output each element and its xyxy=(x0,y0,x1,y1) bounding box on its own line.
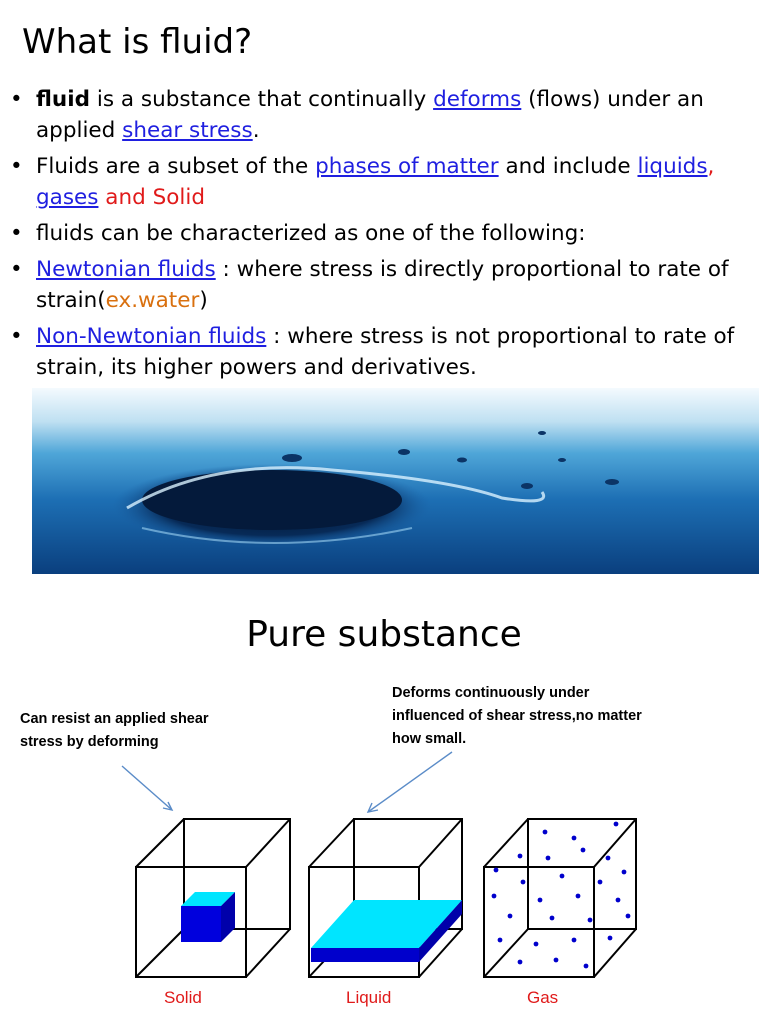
text-span: , xyxy=(707,154,715,179)
text-span: . xyxy=(252,118,260,143)
link-phases-of-matter[interactable]: phases of matter xyxy=(315,154,499,179)
arrow-icon xyxy=(122,766,172,810)
bullet-icon: • xyxy=(10,154,23,179)
link-non-newtonian-fluids[interactable]: Non-Newtonian fluids xyxy=(36,324,267,349)
gas-cube xyxy=(484,819,636,977)
page-title: What is fluid? xyxy=(22,22,253,62)
text-span: fluids can be characterized as one of the following: xyxy=(36,221,586,246)
label-liquid: Liquid xyxy=(346,988,392,1007)
text-span: ) xyxy=(199,288,208,313)
text-span: : where stress is directly proportional to rate of strain( xyxy=(36,257,729,313)
orange-text: ex.water xyxy=(105,288,200,313)
text-span: Fluids are a subset of the xyxy=(36,154,316,179)
link-gases[interactable]: gases xyxy=(36,185,99,210)
solid-description: Can resist an applied shear stress by deforming xyxy=(20,711,209,750)
text-span: is a substance that continually xyxy=(90,87,434,112)
label-solid: Solid xyxy=(164,988,202,1007)
text-span: : where stress is not proportional to rate of strain, its higher powers and derivatives. xyxy=(36,324,735,380)
bullet-icon: • xyxy=(10,87,23,112)
section-title-pure-substance: Pure substance xyxy=(246,614,522,655)
liquid-description: Deforms continuously under influenced of shear stress,no matter how small. xyxy=(392,685,642,747)
red-text: and Solid xyxy=(98,185,205,210)
solid-block xyxy=(181,892,235,942)
liquid-fill xyxy=(311,900,462,962)
bullet-icon: • xyxy=(10,257,23,282)
bullet-icon: • xyxy=(10,324,23,349)
bold-term: fluid xyxy=(36,87,91,112)
link-deforms[interactable]: deforms xyxy=(433,87,522,112)
bullet-icon: • xyxy=(10,221,23,246)
arrow-icon xyxy=(368,752,452,812)
link-newtonian-fluids[interactable]: Newtonian fluids xyxy=(36,257,216,282)
label-gas: Gas xyxy=(527,988,559,1007)
link-shear-stress[interactable]: shear stress xyxy=(122,118,253,143)
text-span: and include xyxy=(498,154,638,179)
text-span: (flows) under an applied xyxy=(36,87,704,143)
link-liquids[interactable]: liquids xyxy=(637,154,708,179)
